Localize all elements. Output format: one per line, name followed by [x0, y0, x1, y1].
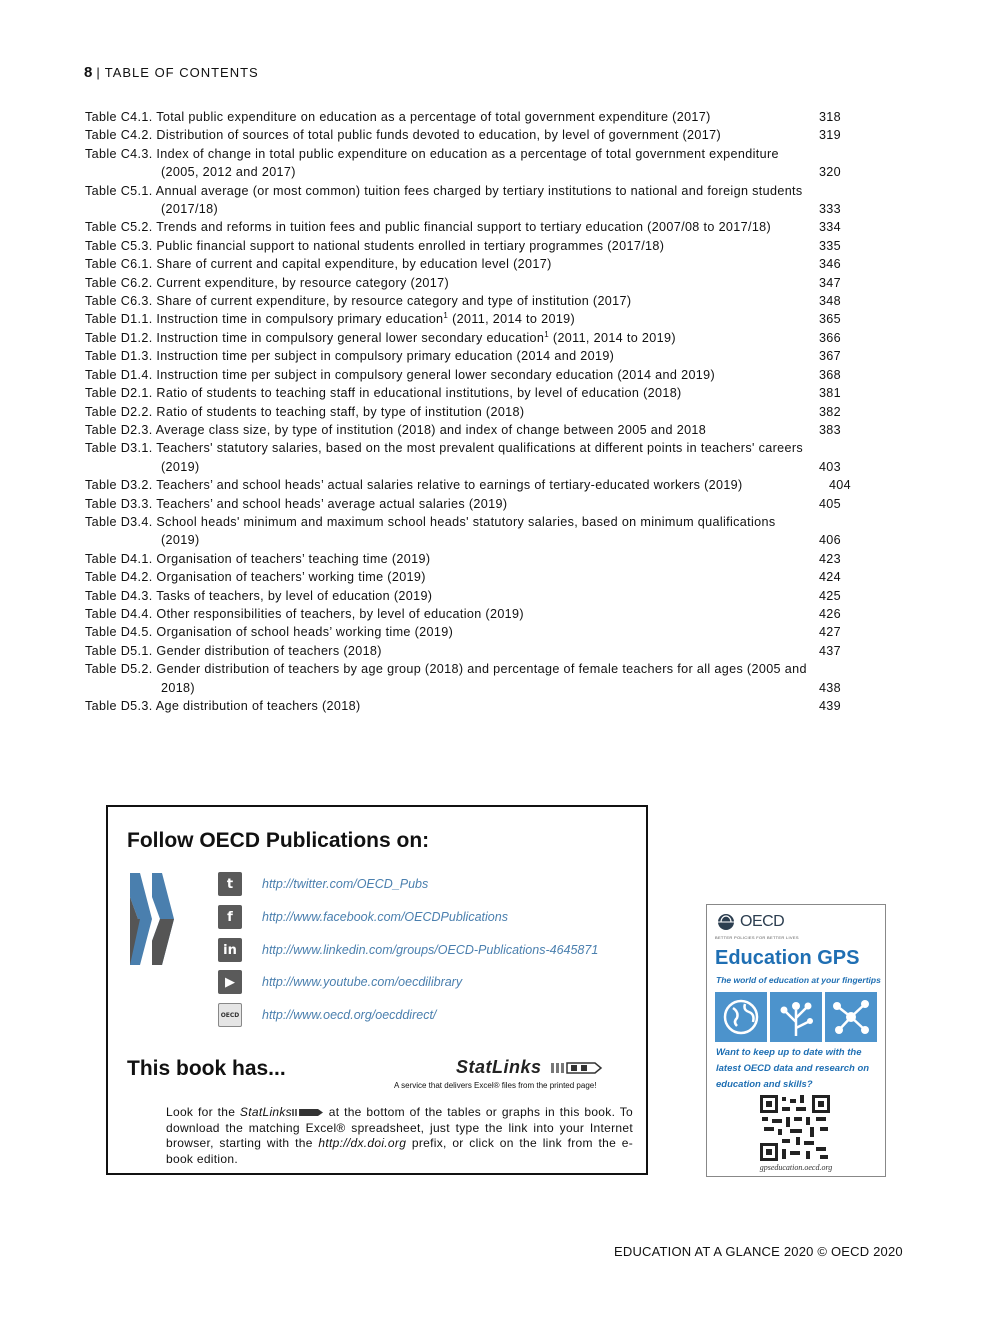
toc-page-number: 438: [818, 680, 841, 695]
toc-entry[interactable]: [85, 403, 855, 421]
toc-entry-label: Table C5.3.: [85, 238, 153, 253]
toc-entry-text: Organisation of teachers’ teaching time (2019): [156, 551, 431, 566]
toc-entry-text: Instruction time in compulsory general lower secondary education: [156, 330, 545, 345]
gps-title: Education GPS: [715, 947, 860, 969]
qr-code-icon[interactable]: [760, 1095, 830, 1161]
page-number: 8: [84, 64, 93, 81]
toc-entry-title: [85, 476, 815, 494]
facebook-icon[interactable]: f: [218, 905, 242, 929]
toc-entry-title: [85, 421, 815, 439]
footnote-marker: 1: [443, 311, 449, 321]
toc-entry-text: Share of current expenditure, by resource category and type of institution (2017): [156, 294, 632, 309]
toc-entry[interactable]: [85, 495, 855, 513]
toc-entry-text: Tasks of teachers, by level of education (2019): [156, 588, 433, 603]
toc-entry[interactable]: [85, 384, 855, 402]
toc-entry-title: [85, 439, 815, 476]
toc-entry-title: [85, 568, 815, 586]
toc-page-number: 426: [818, 606, 841, 621]
social-link-url[interactable]: http://www.oecd.org/oecddirect/: [262, 1008, 437, 1022]
toc-page-number: 365: [818, 312, 841, 327]
toc-entry-text: Total public expenditure on education as a percentage of total government expenditure (2017): [156, 110, 711, 124]
toc-entry-label: Table C6.3.: [85, 294, 153, 309]
toc-entry-label: Table C4.3.: [85, 146, 153, 161]
toc-entry-text-after: (2011, 2014 to 2019): [448, 312, 576, 327]
social-link-url[interactable]: http://www.facebook.com/OECDPublications: [262, 910, 508, 924]
toc-page-number: 424: [818, 570, 841, 585]
page-header: [84, 64, 259, 81]
toc-page-number: 348: [818, 294, 841, 309]
toc-page-number: 439: [818, 699, 841, 713]
toc-entry-label: Table C5.2.: [85, 220, 153, 235]
toc-page-number: 427: [818, 625, 841, 640]
toc-entry-text: Teachers’ and school heads’ actual salaries relative to earnings of tertiary-educated workers (2019): [156, 478, 743, 493]
toc-entry-title: [85, 347, 815, 365]
toc-entry-title: [85, 660, 815, 697]
gps-url[interactable]: gpseducation.oecd.org: [759, 1163, 833, 1172]
toc-page-number: 381: [818, 386, 841, 401]
toc-entry[interactable]: [85, 605, 855, 623]
social-link-row[interactable]: [218, 904, 508, 930]
social-link-row[interactable]: [218, 871, 428, 897]
toc-entry[interactable]: [85, 623, 855, 641]
toc-entry-label: Table D4.2.: [85, 570, 153, 585]
toc-page-number: 335: [818, 238, 841, 253]
toc-entry-text: Teachers’ and school heads’ average actual salaries (2019): [156, 496, 508, 511]
toc-entry-title: [85, 255, 815, 273]
toc-entry-title: [85, 495, 815, 513]
toc-entry-label: Table D1.4.: [85, 367, 153, 382]
toc-entry-title: [85, 292, 815, 310]
social-link-row[interactable]: [218, 1002, 436, 1028]
toc-entry-text: Organisation of teachers’ working time (2019): [156, 570, 426, 585]
toc-page-number: 346: [818, 257, 841, 272]
toc-entry-label: Table D4.4.: [85, 606, 153, 621]
toc-entry-text: Ratio of students to teaching staff in educational institutions, by level of education (2018): [156, 386, 682, 401]
toc-entry[interactable]: [85, 366, 855, 384]
toc-entry-text: Share of current and capital expenditure, by education level (2017): [156, 257, 552, 272]
toc-page-number: 404: [828, 478, 851, 493]
toc-entry-title: [85, 218, 815, 236]
book-title: This book has...: [127, 1057, 286, 1080]
gps-question: Want to keep up to date with the latest OECD data and research on education and skills?: [716, 1047, 870, 1090]
toc-page-number: 403: [818, 459, 841, 474]
toc-page-number: 366: [818, 330, 841, 345]
toc-page-number: 425: [818, 588, 841, 603]
footnote-marker: 1: [544, 329, 550, 339]
follow-oecd-box: [106, 805, 648, 1175]
table-of-contents: [85, 108, 855, 715]
toc-page-number: 423: [818, 551, 841, 566]
statlinks-inline-icon: [292, 1108, 324, 1117]
statlinks-tagline: A service that delivers Excel® files from the printed page!: [394, 1081, 597, 1090]
toc-entry[interactable]: [85, 329, 855, 347]
toc-page-number: 367: [818, 349, 841, 364]
toc-entry-text: Instruction time per subject in compulsory general lower secondary education (2014 and 2019): [156, 367, 716, 382]
toc-entry-title: [85, 126, 815, 144]
toc-entry-text-after: (2011, 2014 to 2019): [549, 330, 676, 345]
toc-entry[interactable]: [85, 274, 855, 292]
toc-entry-text: Annual average (or most common) tuition fees charged by tertiary institutions to national and foreign students (2017/18): [155, 183, 803, 217]
toc-entry-label: Table D2.1.: [85, 386, 153, 401]
toc-entry[interactable]: [85, 255, 855, 273]
toc-entry-label: Table D2.2.: [85, 404, 153, 419]
oecd-alerts-icon[interactable]: [218, 1003, 242, 1027]
toc-entry-label: Table C5.1.: [85, 183, 153, 198]
oecd-tagline: BETTER POLICIES FOR BETTER LIVES: [715, 935, 799, 940]
toc-entry-title: [85, 403, 815, 421]
section-title: TABLE OF CONTENTS: [104, 65, 259, 80]
toc-entry-label: Table C4.2.: [85, 128, 153, 143]
toc-entry[interactable]: [85, 642, 855, 660]
education-gps-card[interactable]: [706, 904, 886, 1177]
toc-entry-label: Table D1.1.: [85, 312, 153, 327]
oecd-chevrons-icon: [128, 871, 178, 967]
statlinks-icon: [551, 1060, 605, 1076]
toc-entry-text: Public financial support to national students enrolled in tertiary programmes (2017/18): [156, 238, 665, 253]
alerts-glyph: OECD: [220, 1011, 240, 1019]
toc-entry-label: Table D4.3.: [85, 588, 153, 603]
tree-tile-icon: [770, 992, 822, 1042]
toc-entry[interactable]: [85, 237, 855, 255]
toc-page-number: 347: [818, 275, 841, 290]
toc-entry-text: Gender distribution of teachers (2018): [156, 643, 382, 658]
toc-page-number: 320: [818, 165, 841, 180]
toc-entry-label: Table D4.5.: [85, 625, 153, 640]
toc-entry[interactable]: [85, 182, 855, 219]
toc-entry[interactable]: [85, 550, 855, 568]
globe-tile-icon: [715, 992, 767, 1042]
toc-entry-label: Table D3.1.: [85, 441, 153, 456]
toc-entry-title: [85, 513, 815, 550]
gps-tiles: [715, 992, 877, 1042]
toc-entry-label: Table D3.3.: [85, 496, 153, 511]
toc-entry[interactable]: [85, 568, 855, 586]
toc-entry-title: [85, 623, 815, 641]
network-tile-icon: [825, 992, 877, 1042]
toc-entry[interactable]: [85, 126, 855, 144]
social-link-url[interactable]: http://twitter.com/OECD_Pubs: [262, 877, 429, 891]
toc-entry-text: Organisation of school heads’ working time (2019): [156, 625, 454, 640]
toc-entry[interactable]: [85, 697, 855, 715]
desc-part-1: Look for the: [166, 1105, 240, 1119]
social-link-url[interactable]: http://www.youtube.com/oecdilibrary: [262, 975, 463, 989]
toc-entry[interactable]: [85, 347, 855, 365]
social-link-row[interactable]: [218, 937, 598, 963]
toc-entry-title: [85, 366, 815, 384]
toc-entry[interactable]: [85, 421, 855, 439]
toc-entry-label: Table D1.3.: [85, 349, 153, 364]
toc-page-number: 319: [818, 128, 841, 143]
toc-entry-title: [85, 182, 815, 219]
follow-title: Follow OECD Publications on:: [127, 829, 430, 852]
youtube-icon[interactable]: ▶: [218, 970, 242, 994]
toc-entry[interactable]: [85, 292, 855, 310]
toc-entry-label: Table D5.1.: [85, 643, 153, 658]
toc-entry-label: Table C4.1.: [85, 110, 153, 124]
oecd-logo: [715, 913, 784, 931]
toc-entry-title: [85, 550, 815, 568]
twitter-icon[interactable]: t: [218, 872, 242, 896]
toc-entry-title: [85, 310, 815, 328]
toc-page-number: 406: [818, 533, 841, 548]
toc-entry[interactable]: [85, 587, 855, 605]
toc-entry-text: Index of change in total public expenditure on education as a percentage of total government expenditure (2005, 2012 and 2017): [156, 146, 779, 180]
toc-page-number: 318: [818, 110, 841, 124]
toc-page-number: 437: [818, 643, 841, 658]
toc-entry-text: Instruction time in compulsory primary education: [156, 312, 444, 327]
social-link-row[interactable]: [218, 969, 462, 995]
oecd-globe-icon: [715, 913, 737, 931]
linkedin-icon[interactable]: in: [218, 938, 242, 962]
toc-entry[interactable]: [85, 108, 855, 126]
social-link-url[interactable]: http://www.linkedin.com/groups/OECD-Publications-4645871: [262, 943, 599, 957]
desc-part-2: at the bottom of the tables or graphs in this book. To download the matching Excel® spreadsheet, just type the link into your Internet browser, starting with the: [166, 1105, 634, 1150]
toc-entry-title: [85, 145, 815, 182]
toc-entry-text: Average class size, by type of institution (2018) and index of change between 2005 and 2018: [155, 422, 707, 437]
toc-entry-label: Table D3.2.: [85, 478, 153, 493]
toc-entry[interactable]: [85, 218, 855, 236]
toc-entry-text: Trends and reforms in tuition fees and public financial support to tertiary education (2007/08 to 2017/18): [156, 220, 772, 235]
toc-entry-text: Teachers' statutory salaries, based on the most prevalent qualifications at different points in teachers' careers (2019): [156, 441, 804, 474]
toc-entry-title: [85, 587, 815, 605]
header-separator: |: [96, 65, 101, 80]
toc-entry-text: Instruction time per subject in compulsory primary education (2014 and 2019): [156, 349, 615, 364]
statlinks-description: [166, 1105, 633, 1167]
toc-entry-label: Table D4.1.: [85, 551, 153, 566]
toc-entry-text: Ratio of students to teaching staff, by type of institution (2018): [156, 404, 525, 419]
toc-entry-title: [85, 642, 815, 660]
toc-entry-title: [85, 605, 815, 623]
toc-entry-label: Table C6.1.: [85, 257, 153, 272]
toc-entry-title: [85, 697, 815, 715]
toc-entry-label: Table D2.3.: [85, 422, 153, 437]
toc-page-number: 405: [818, 496, 841, 511]
toc-entry-title: [85, 384, 815, 402]
desc-part-3: prefix, or click on the link from the e-book edition.: [166, 1136, 633, 1166]
gps-subtitle: The world of education at your fingertips: [716, 975, 881, 985]
toc-entry-label: Table C6.2.: [85, 275, 153, 290]
toc-entry-title: [85, 329, 815, 347]
toc-entry[interactable]: [85, 310, 855, 328]
toc-entry[interactable]: [85, 145, 855, 182]
toc-entry[interactable]: [85, 513, 855, 550]
statlinks-logo: [456, 1057, 605, 1078]
toc-entry-title: [85, 237, 815, 255]
toc-page-number: 383: [818, 422, 841, 437]
toc-entry-label: Table D5.2.: [85, 662, 153, 677]
toc-entry-text: Distribution of sources of total public funds devoted to education, by level of government (2017): [156, 128, 722, 143]
toc-page-number: 333: [818, 202, 841, 217]
toc-entry-text: Gender distribution of teachers by age group (2018) and percentage of female teachers for all ages (2005 and 2018): [156, 662, 807, 695]
desc-statlinks: StatLinks: [239, 1105, 292, 1119]
toc-entry-text: Other responsibilities of teachers, by level of education (2019): [156, 606, 524, 621]
toc-page-number: 334: [818, 220, 841, 235]
toc-entry-text: Current expenditure, by resource category (2017): [156, 275, 450, 290]
page-footer: EDUCATION AT A GLANCE 2020 © OECD 2020: [614, 1244, 903, 1259]
toc-page-number: 382: [818, 404, 841, 419]
toc-entry-label: Table D3.4.: [85, 514, 153, 529]
toc-entry-title: [85, 274, 815, 292]
toc-entry-text: School heads' minimum and maximum school heads' statutory salaries, based on minimum qualifications (2019): [156, 514, 776, 548]
toc-entry-text: Age distribution of teachers (2018): [155, 699, 361, 713]
toc-entry-title: [85, 108, 815, 126]
desc-url: http://dx.doi.org: [318, 1136, 407, 1150]
toc-page-number: 368: [818, 367, 841, 382]
toc-entry[interactable]: [85, 660, 855, 697]
statlinks-wordmark: StatLinks: [456, 1057, 542, 1077]
toc-entry[interactable]: [85, 439, 855, 476]
toc-entry[interactable]: [85, 476, 855, 494]
toc-entry-label: Table D5.3.: [85, 699, 153, 713]
oecd-logo-text: OECD: [740, 913, 785, 930]
toc-entry-label: Table D1.2.: [85, 330, 153, 345]
